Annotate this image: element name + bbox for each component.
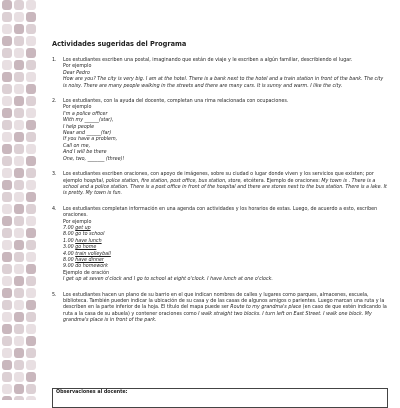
example-sentence-label: Ejemplo de oración (63, 270, 110, 276)
sidebar-dot (2, 72, 12, 82)
teacher-notes-label: Observaciones al docente: (56, 390, 128, 395)
sidebar-dot (14, 144, 24, 154)
sidebar-dot (26, 132, 36, 142)
rhyme-line: I'm a police officer (63, 111, 108, 117)
sidebar-dot (26, 264, 36, 274)
sidebar-dot (14, 96, 24, 106)
sidebar-dot (26, 348, 36, 358)
activity-number: 1. (52, 58, 57, 63)
sidebar-dot (14, 312, 24, 322)
sidebar-dot (26, 276, 36, 286)
sidebar-dot (26, 312, 36, 322)
sidebar-dot (2, 336, 12, 346)
sidebar-dot (14, 108, 24, 118)
agenda-time: 1.00 (63, 238, 76, 244)
rhyme-line: If you have a problem, (63, 137, 118, 143)
activity-5 (52, 293, 388, 325)
agenda-activity: have dinner (75, 257, 104, 263)
example-label: Por ejemplo (63, 64, 92, 70)
agenda-time: 4.00 (63, 251, 76, 257)
activity-number: 4. (52, 206, 57, 212)
sidebar-dot (2, 180, 12, 190)
sidebar-dot (14, 228, 24, 238)
sidebar-dot (2, 240, 12, 250)
sidebar-dot (14, 324, 24, 334)
sidebar-dot (2, 12, 12, 22)
activity-description: Los estudiantes, con la ayuda del docente, completan una rima relacionada con ocupaciones. (63, 99, 289, 105)
agenda-activity: go home (75, 245, 97, 251)
sidebar-dot (2, 384, 12, 394)
sidebar-dot (2, 60, 12, 70)
teacher-notes-box (52, 388, 388, 408)
agenda-time: 8.00 (63, 232, 76, 238)
activity-4 (52, 207, 388, 284)
agenda-activity: get up (75, 225, 91, 231)
activity-description: Los estudiantes hacen un plano de su barrio en el que indican nombres de calles y lugares como parques, almacenes, escuela, biblioteca. También pueden indicar la ubicación de su casa y de las casas de algunos amigos o parientes. Luego marcan una ruta y la describen en la parte inferior de la hoja. El título del mapa puede ser (63, 292, 385, 311)
sidebar-dot (14, 168, 24, 178)
sidebar-dot (2, 324, 12, 334)
activity-number: 5. (52, 292, 57, 298)
places-list: hospital, police station, fire station, post office, bus station, store, (83, 178, 242, 184)
activity-description: Los estudiantes escriben oraciones, con apoyo de imágenes, sobre su ciudad o lugar donde viven y los servicios que existen; por ejemplo (63, 172, 374, 184)
agenda-activity: have lunch (75, 238, 102, 244)
sidebar-dot (26, 216, 36, 226)
sidebar-dot (2, 84, 12, 94)
agenda-time: 3.00 (63, 245, 76, 251)
sidebar-dot (2, 276, 12, 286)
sidebar-dot (2, 300, 12, 310)
sidebar-dot (2, 216, 12, 226)
agenda-time: 7.00 (63, 225, 76, 231)
sidebar-dot (14, 288, 24, 298)
sidebar-dot (2, 288, 12, 298)
activity-description: Los estudiantes escriben una postal, imaginando que están de viaje y le escriben a algún familiar, describiendo el lugar. (63, 58, 353, 63)
map-title-example: Route to my grandma's place (230, 305, 302, 311)
agenda-activity: train volleyball (75, 251, 111, 257)
sidebar-dot (26, 192, 36, 202)
sidebar-dot (26, 24, 36, 34)
activity-number: 2. (52, 99, 57, 105)
sidebar-dot (2, 252, 12, 262)
example-sentence: I get up at seven o'clock and I go to school at eight o'clock. I have lunch at one o'clock. (63, 277, 273, 283)
sidebar-dot (26, 204, 36, 214)
sidebar-dot (26, 288, 36, 298)
sidebar-dot (14, 84, 24, 94)
sidebar-dot (14, 336, 24, 346)
sidebar-dot (14, 384, 24, 394)
activity-description-cont: (en caso de que estén indicando la ruta a la casa de su abuela) y contener oraciones como (63, 305, 387, 317)
sidebar-dot (2, 132, 12, 142)
sidebar-dot (26, 180, 36, 190)
rhyme-line: Call on me, (63, 143, 91, 149)
rhyme-line: And I will be there (63, 150, 107, 156)
rhyme-line: Near and ______(far) (63, 131, 112, 137)
activity-description: Los estudiantes completan información en una agenda con actividades y los horarios de estas. Luego, de acuerdo a esto, escriben oraciones. (63, 206, 378, 219)
sidebar-dot (26, 84, 36, 94)
sidebar-dot (2, 204, 12, 214)
sidebar-dot (2, 312, 12, 322)
sidebar-dot (14, 0, 24, 10)
sidebar-dot (2, 156, 12, 166)
example-sentences: My town is . There is a school and a police station. There is a post office in front of the hospital and there are stores next to the bus station. There is a lake. It is pretty. My town is fun. (63, 178, 387, 197)
sidebar-dot (14, 12, 24, 22)
sidebar-dot (14, 360, 24, 370)
sidebar-dot (2, 348, 12, 358)
sidebar-dot (14, 216, 24, 226)
activity-1 (52, 58, 388, 90)
activity-description-cont: etcétera. Ejemplo de oraciones: (243, 178, 320, 184)
sidebar-dot (14, 396, 24, 400)
sidebar-dot (26, 372, 36, 382)
activity-3 (52, 172, 388, 198)
sidebar-dot (14, 192, 24, 202)
sidebar-dot (2, 24, 12, 34)
sidebar-dot (2, 108, 12, 118)
sidebar-dot (26, 360, 36, 370)
sidebar-dot (26, 96, 36, 106)
sidebar-dot (26, 228, 36, 238)
sidebar-dot (14, 48, 24, 58)
decorative-sidebar (0, 0, 38, 400)
sidebar-dot (2, 360, 12, 370)
rhyme-line: I help people (63, 124, 95, 130)
agenda-time: 9.00 (63, 264, 76, 270)
postcard-text: How are you? The city is very big. I am at the hotel. There is a bank next to the hotel and a train station in front of the bank. The city is noisy. There are many people walking in the streets and there are many cars. It is sunny and warm. I like the city. (63, 77, 384, 89)
sidebar-dot (14, 60, 24, 70)
sidebar-dot (14, 348, 24, 358)
sidebar-dot (14, 156, 24, 166)
sidebar-dot (14, 36, 24, 46)
sidebar-dot (14, 120, 24, 130)
activity-number: 3. (52, 172, 57, 178)
agenda-list (63, 226, 388, 271)
sidebar-dot (14, 240, 24, 250)
sidebar-dot (26, 396, 36, 400)
sidebar-pattern (2, 0, 36, 400)
sidebar-dot (2, 372, 12, 382)
rhyme-line: With my ______(star), (63, 118, 114, 124)
sidebar-dot (2, 96, 12, 106)
sidebar-dot (2, 264, 12, 274)
sidebar-dot (2, 396, 12, 400)
route-sentences: I walk straight two blocks. I turn left on East Street. I walk one block. My grandma's place is in front of the park. (63, 311, 372, 324)
sidebar-dot (26, 72, 36, 82)
sidebar-dot (26, 144, 36, 154)
sidebar-dot (2, 144, 12, 154)
sidebar-dot (14, 72, 24, 82)
sidebar-dot (26, 60, 36, 70)
sidebar-dot (2, 48, 12, 58)
agenda-activity: do homework (75, 264, 108, 270)
sidebar-dot (2, 36, 12, 46)
example-label: Por ejemplo (63, 219, 92, 225)
sidebar-dot (26, 0, 36, 10)
sidebar-dot (26, 324, 36, 334)
sidebar-dot (2, 168, 12, 178)
agenda-activity: go to school (75, 232, 105, 238)
sidebar-dot (26, 48, 36, 58)
sidebar-dot (2, 192, 12, 202)
sidebar-dot (26, 336, 36, 346)
agenda-time: 8.00 (63, 257, 76, 263)
sidebar-dot (26, 300, 36, 310)
sidebar-dot (2, 120, 12, 130)
sidebar-dot (2, 0, 12, 10)
sidebar-dot (14, 264, 24, 274)
sidebar-dot (14, 372, 24, 382)
sidebar-dot (14, 252, 24, 262)
sidebar-dot (26, 252, 36, 262)
document-page (52, 40, 388, 334)
sidebar-dot (14, 132, 24, 142)
sidebar-dot (26, 384, 36, 394)
sidebar-dot (26, 156, 36, 166)
sidebar-dot (14, 276, 24, 286)
sidebar-dot (14, 24, 24, 34)
activity-2 (52, 99, 388, 163)
example-label: Por ejemplo (63, 105, 92, 111)
sidebar-dot (26, 240, 36, 250)
sidebar-dot (26, 120, 36, 130)
sidebar-dot (14, 180, 24, 190)
rhyme-line: One, two, _______ (three)! (63, 156, 125, 162)
sidebar-dot (26, 108, 36, 118)
sidebar-dot (14, 300, 24, 310)
sidebar-dot (26, 36, 36, 46)
sidebar-dot (2, 228, 12, 238)
postcard-salutation: Dear Pedro (63, 70, 90, 76)
sidebar-dot (26, 12, 36, 22)
page-title: Actividades sugeridas del Programa (52, 40, 187, 48)
sidebar-dot (26, 168, 36, 178)
sidebar-dot (14, 204, 24, 214)
